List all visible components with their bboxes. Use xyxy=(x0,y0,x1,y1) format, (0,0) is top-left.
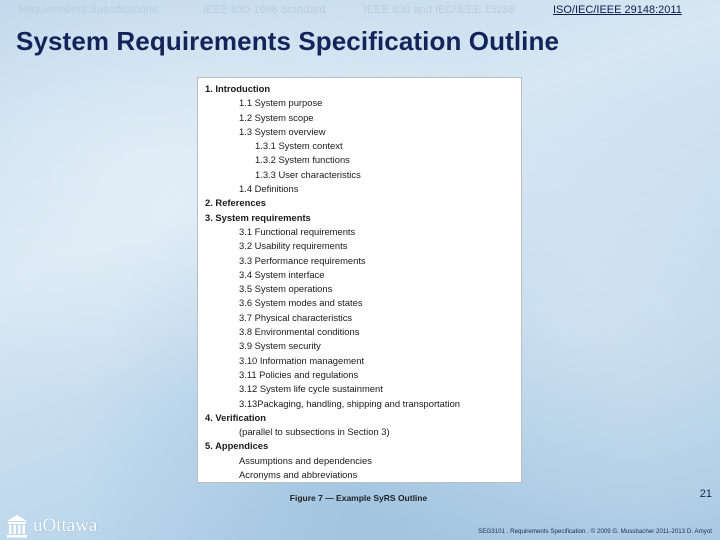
tab-requirements-specifications[interactable]: Requirements Specifications xyxy=(18,4,158,16)
outline-item: 5. Appendices xyxy=(205,440,269,452)
outline-item: 2. References xyxy=(205,197,266,209)
outline-item: 3.8 Environmental conditions xyxy=(239,326,360,338)
outline-item: 1. Introduction xyxy=(205,83,271,94)
outline-item: 1.2 System scope xyxy=(239,111,314,123)
tab-iso-iec-ieee-29148[interactable]: ISO/IEC/IEEE 29148:2011 xyxy=(553,4,682,16)
copyright-notice: SEG3101 . Requirements Specification . © 2009 G. Mussbacher 2011-2013 D. Amyot xyxy=(478,528,712,535)
outline-item: 3.2 Usability requirements xyxy=(239,240,348,252)
outline-item: 3.11 Policies and regulations xyxy=(239,368,359,380)
logo-text: uOttawa xyxy=(33,515,98,536)
outline-item: 3.13Packaging, handling, shipping and transportation xyxy=(239,397,460,409)
outline-item: 1.4 Definitions xyxy=(239,183,299,195)
outline-list xyxy=(198,82,521,482)
outline-item: 1.3 System overview xyxy=(239,125,326,137)
outline-item: 4. Verification xyxy=(205,411,266,423)
outline-item: 3.6 System modes and states xyxy=(239,297,363,309)
footer xyxy=(0,512,720,540)
outline-item: 1.3.2 System functions xyxy=(255,154,350,166)
outline-item: 3.9 System security xyxy=(239,340,321,352)
outline-item: (parallel to subsections in Section 3) xyxy=(239,426,390,438)
outline-item: 3.10 Information management xyxy=(239,354,365,366)
outline-item: 3.4 System interface xyxy=(239,268,325,280)
outline-item: 3.3 Performance requirements xyxy=(239,254,366,266)
outline-item: 1.1 System purpose xyxy=(239,97,323,109)
page-title: System Requirements Specification Outline xyxy=(16,26,560,56)
tab-ieee-830-1998[interactable]: IEEE 830-1998 Standard xyxy=(203,4,326,16)
outline-item: 3.5 System operations xyxy=(239,283,333,295)
outline-item: 3.1 Functional requirements xyxy=(239,225,356,237)
outline-item: Assumptions and dependencies xyxy=(239,454,372,466)
university-building-icon xyxy=(6,514,28,538)
outline-item: Acronyms and abbreviations xyxy=(239,469,358,481)
figure-caption: Figure 7 — Example SyRS Outline xyxy=(289,493,428,503)
outline-item: 3. System requirements xyxy=(205,211,311,223)
outline-figure xyxy=(197,77,522,483)
outline-item: 3.7 Physical characteristics xyxy=(239,311,353,323)
outline-item: 3.12 System life cycle sustainment xyxy=(239,383,383,395)
uottawa-logo xyxy=(6,514,97,538)
tab-ieee-830-iec-15288[interactable]: IEEE 830 and IEC/IEEE 15288 xyxy=(364,4,516,16)
outline-item: 1.3.1 System context xyxy=(255,140,343,152)
page-number: 21 xyxy=(699,488,712,500)
outline-item: 1.3.3 User characteristics xyxy=(255,168,361,180)
top-navigation xyxy=(0,0,720,22)
